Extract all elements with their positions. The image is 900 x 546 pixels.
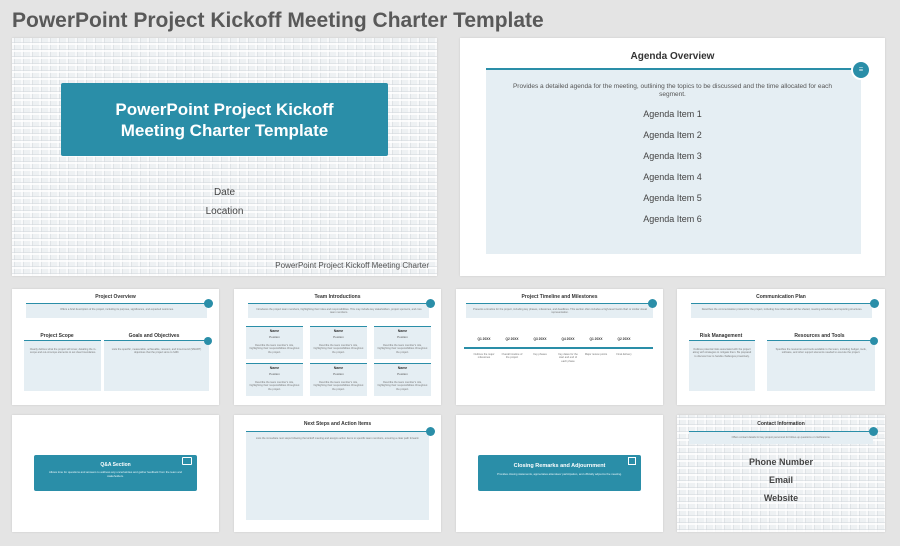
next-steps-icon	[426, 427, 435, 436]
timeline-label: Q1 20XX	[477, 337, 491, 341]
slide-team-introductions[interactable]	[234, 289, 441, 405]
timeline-title: Project Timeline and Milestones	[521, 294, 598, 300]
contact-description: Offers contact details for key project personnel for follow-up questions or clarifications.	[731, 436, 831, 439]
scope-description: Clearly defines what the project will cover, detailing the in-scope and out-of-scope elements to set clear boundaries.	[29, 348, 97, 355]
timeline-icon	[648, 299, 657, 308]
timeline-label: Q2 20XX	[617, 337, 631, 341]
team-description: Introduces the project team members, highlighting their roles and responsibilities. This may include key stakeholders, project sponsors, and core team members.	[256, 308, 422, 315]
team-title: Team Introductions	[314, 294, 361, 300]
overview-title: Project Overview	[95, 294, 136, 300]
timeline-note: Overall timeline of the project	[501, 353, 523, 360]
member-position: Position	[333, 372, 344, 376]
agenda-item: Agenda Item 1	[643, 109, 702, 119]
timeline-note: Major review points	[584, 353, 608, 356]
contact-phone: Phone Number	[748, 457, 813, 467]
next-steps-panel	[246, 432, 429, 520]
slide-communication-plan[interactable]	[677, 289, 885, 405]
agenda-item: Agenda Item 2	[643, 130, 702, 140]
slide-title[interactable]	[12, 38, 437, 276]
slide-qa[interactable]	[12, 415, 219, 532]
member-note: Describe the team member's role, highlighting their responsibilities throughout the project.	[377, 344, 428, 354]
next-steps-title: Next Steps and Action Items	[303, 421, 372, 427]
member-name: Name	[397, 366, 408, 370]
resources-description: Specifies the resources and tools available to the team, including budget, tools, software, and other support elements needed to execute the project.	[775, 348, 867, 355]
timeline-note: Outlines the major milestones	[473, 353, 495, 360]
slide-project-overview[interactable]	[12, 289, 219, 405]
edit-icon	[628, 457, 636, 465]
risk-description: Outlines potential risks associated with the project along with strategies to mitigate them. Be prepared to discuss how to handle challenges proactively.	[692, 348, 752, 358]
member-position: Position	[269, 335, 280, 339]
timeline-line	[464, 347, 653, 349]
contact-website: Website	[763, 493, 799, 503]
comm-description: Describes the communication protocol for the project, including how information will be shared, meeting schedules, and reporting structures.	[701, 308, 863, 311]
member-position: Position	[397, 335, 408, 339]
contact-icon	[869, 427, 878, 436]
resources-icon	[870, 337, 878, 345]
member-note: Describe the team member's role, highlighting their responsibilities throughout the project.	[249, 381, 300, 391]
member-position: Position	[333, 335, 344, 339]
scope-title: Project Scope	[40, 333, 74, 339]
location-label: Location	[205, 206, 244, 217]
contact-email: Email	[768, 475, 793, 485]
closing-title: Closing Remarks and Adjournment	[513, 463, 606, 469]
resources-title: Resources and Tools	[794, 333, 845, 339]
member-note: Describe the team member's role, highlighting their responsibilities throughout the project.	[313, 381, 364, 391]
slide-next-steps[interactable]	[234, 415, 441, 532]
footer-label: PowerPoint Project Kickoff Meeting Charter	[275, 261, 429, 270]
timeline-note: Key phases	[533, 353, 547, 356]
goals-title: Goals and Objectives	[128, 333, 180, 339]
qa-description: Allows time for questions and answers to address any uncertainties and gather feedback from the team and stakeholders.	[48, 470, 183, 478]
overview-description: Offers a brief description of the project, including its purpose, significance, and expected outcomes.	[60, 308, 174, 311]
slide-title-text: PowerPoint Project Kickoff Meeting Charter Template	[115, 100, 334, 140]
agenda-title: Agenda Overview	[630, 51, 715, 62]
overview-icon	[204, 299, 213, 308]
goals-icon	[204, 337, 212, 345]
closing-description: Provides closing statements, appreciates attendees' participation, and officially adjourns the meeting.	[497, 472, 622, 476]
member-note: Describe the team member's role, highlighting their responsibilities throughout the project.	[377, 381, 428, 391]
slide-contact[interactable]	[677, 415, 885, 532]
next-steps-description: Lists the immediate next steps following the kickoff meeting and assigns action items to specific team members, ensuring a clear path forward.	[255, 437, 420, 440]
timeline-label: Q4 20XX	[561, 337, 575, 341]
slide-agenda[interactable]	[460, 38, 885, 276]
agenda-item: Agenda Item 6	[643, 214, 702, 224]
member-position: Position	[397, 372, 408, 376]
timeline-label: Q1 20XX	[589, 337, 603, 341]
timeline-note: Final delivery	[616, 353, 632, 356]
slide-closing[interactable]	[456, 415, 663, 532]
date-label: Date	[213, 187, 236, 198]
member-name: Name	[333, 366, 344, 370]
member-note: Describe the team member's role, highlighting their responsibilities throughout the project.	[249, 344, 300, 354]
agenda-item: Agenda Item 5	[643, 193, 702, 203]
slide-timeline[interactable]	[456, 289, 663, 405]
member-name: Name	[397, 329, 408, 333]
timeline-note: Key dates for the start and end of each phase	[558, 353, 578, 363]
comm-title: Communication Plan	[756, 294, 806, 300]
member-note: Describe the team member's role, highlighting their responsibilities throughout the project.	[313, 344, 364, 354]
member-name: Name	[333, 329, 344, 333]
agenda-item: Agenda Item 3	[643, 151, 702, 161]
page-title: PowerPoint Project Kickoff Meeting Charter Template	[12, 9, 544, 32]
team-icon	[426, 299, 435, 308]
member-name: Name	[269, 329, 280, 333]
agenda-description: Provides a detailed agenda for the meeting, outlining the topics to be discussed and the time allocated for each segment.	[512, 83, 833, 98]
chat-icon	[182, 457, 192, 465]
member-name: Name	[269, 366, 280, 370]
agenda-item: Agenda Item 4	[643, 172, 702, 182]
timeline-description: Presents a timeline for the project, including key phases, milestones, and deadlines. This section often includes a high-level Gantt chart or similar visual representation.	[473, 308, 647, 315]
comm-icon	[870, 299, 879, 308]
contact-title: Contact Information	[757, 421, 805, 427]
timeline-label: Q2 20XX	[505, 337, 519, 341]
risk-title: Risk Management	[699, 333, 743, 339]
qa-title: Q&A Section	[100, 462, 131, 468]
goals-description: Lists the specific, measurable, achievable, relevant, and time-bound (SMART) objectives that the project aims to fulfill.	[111, 348, 202, 355]
member-position: Position	[269, 372, 280, 376]
list-icon: ☰	[851, 60, 871, 80]
timeline-label: Q3 20XX	[533, 337, 547, 341]
